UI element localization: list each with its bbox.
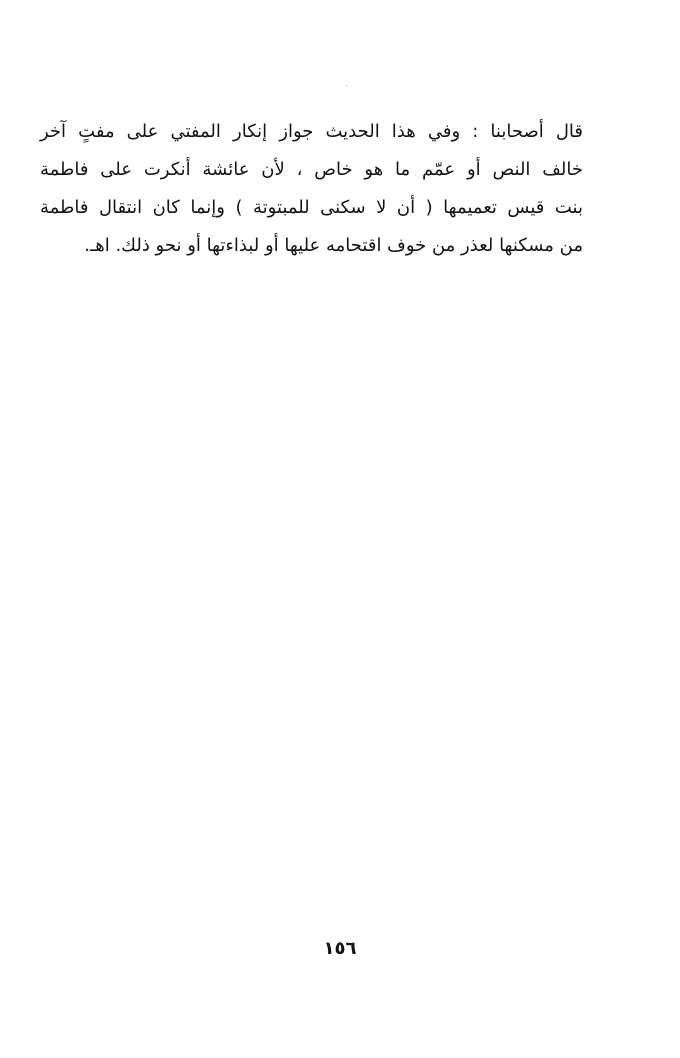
body-paragraph	[40, 113, 583, 265]
scan-speck	[346, 85, 347, 86]
text-line-4: من مسكنها لعذر من خوف اقتحامه عليها أو لبذاءتها أو نحو ذلك. اهـ.	[84, 235, 583, 256]
text-line-2: خالف النص أو عمّم ما هو خاص ، لأن عائشة أنكرت على فاطمة	[40, 159, 583, 180]
text-line-1: قال أصحابنا : وفي هذا الحديث جواز إنكار المفتي على مفتٍ آخر	[40, 121, 583, 142]
text-line-3: بنت قيس تعميمها ( أن لا سكنى للمبتوتة ) وإنما كان انتقال فاطمة	[40, 197, 583, 218]
page-number: ١٥٦	[323, 938, 357, 959]
